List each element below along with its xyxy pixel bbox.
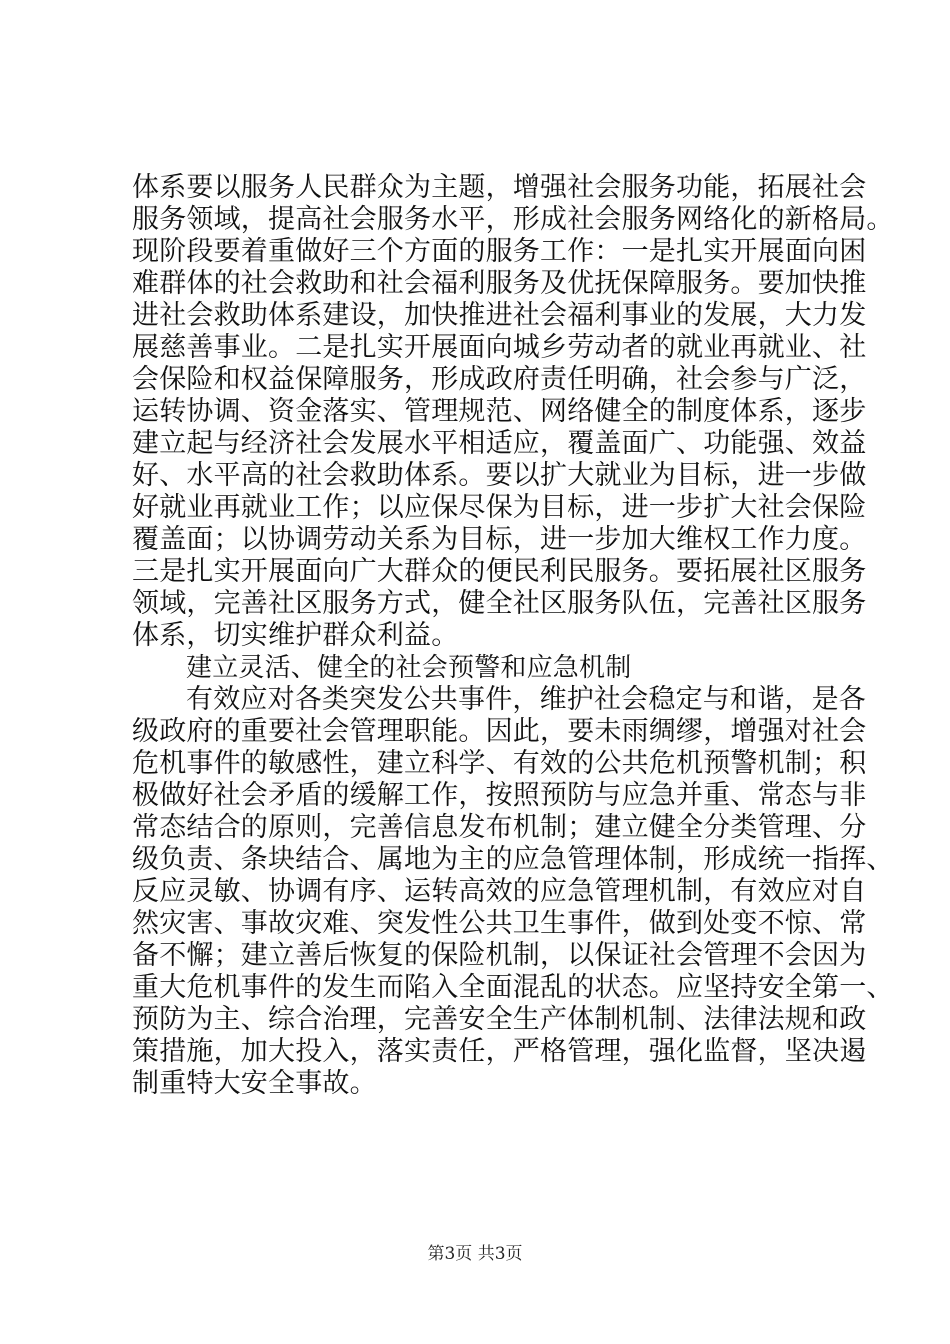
text-line: 服务领域，提高社会服务水平，形成社会服务网络化的新格局。 [132,204,894,235]
text-line: 重大危机事件的发生而陷入全面混乱的状态。应坚持安全第一、 [132,972,894,1003]
text-line: 好就业再就业工作；以应保尽保为目标，进一步扩大社会保险 [132,492,867,523]
text-line: 常态结合的原则，完善信息发布机制；建立健全分类管理、分 [132,812,867,843]
text-line: 建立起与经济社会发展水平相适应，覆盖面广、功能强、效益 [132,428,867,459]
text-line: 三是扎实开展面向广大群众的便民利民服务。要拓展社区服务 [132,556,867,587]
text-line: 极做好社会矛盾的缓解工作，按照预防与应急并重、常态与非 [132,780,867,811]
text-line: 进社会救助体系建设，加快推进社会福利事业的发展，大力发 [132,300,867,331]
text-line: 覆盖面；以协调劳动关系为目标，进一步加大维权工作力度。 [132,524,867,555]
text-line: 体系，切实维护群众利益。 [132,620,459,651]
section-heading: 建立灵活、健全的社会预警和应急机制 [186,653,632,683]
text-line: 策措施，加大投入，落实责任，严格管理，强化监督，坚决遏 [132,1036,867,1067]
paragraph-2 [132,684,894,1100]
text-line: 预防为主、综合治理，完善安全生产体制机制、法律法规和政 [132,1004,867,1035]
text-line: 现阶段要着重做好三个方面的服务工作：一是扎实开展面向困 [132,236,867,267]
text-line: 展慈善事业。二是扎实开展面向城乡劳动者的就业再就业、社 [132,332,867,363]
text-line: 体系要以服务人民群众为主题，增强社会服务功能，拓展社会 [132,172,867,203]
text-line: 备不懈；建立善后恢复的保险机制，以保证社会管理不会因为 [132,940,867,971]
text-line: 会保险和权益保障服务，形成政府责任明确，社会参与广泛， [132,364,867,395]
text-line: 领域，完善社区服务方式，健全社区服务队伍，完善社区服务 [132,588,867,619]
text-line: 好、水平高的社会救助体系。要以扩大就业为目标，进一步做 [132,460,867,491]
text-line: 运转协调、资金落实、管理规范、网络健全的制度体系，逐步 [132,396,867,427]
text-line: 级政府的重要社会管理职能。因此，要未雨绸缪，增强对社会 [132,716,867,747]
text-line: 制重特大安全事故。 [132,1068,377,1099]
text-line: 难群体的社会救助和社会福利服务及优抚保障服务。要加快推 [132,268,867,299]
text-line: 级负责、条块结合、属地为主的应急管理体制，形成统一指挥、 [132,844,894,875]
document-body [132,172,894,1100]
page-number-footer: 第3页 共3页 [427,1244,523,1264]
paragraph-1 [132,172,894,652]
text-line: 然灾害、事故灾难、突发性公共卫生事件，做到处变不惊、常 [132,908,867,939]
text-line: 反应灵敏、协调有序、运转高效的应急管理机制，有效应对自 [132,876,867,907]
text-line: 有效应对各类突发公共事件，维护社会稳定与和谐，是各 [186,684,866,715]
text-line: 危机事件的敏感性，建立科学、有效的公共危机预警机制；积 [132,748,867,779]
